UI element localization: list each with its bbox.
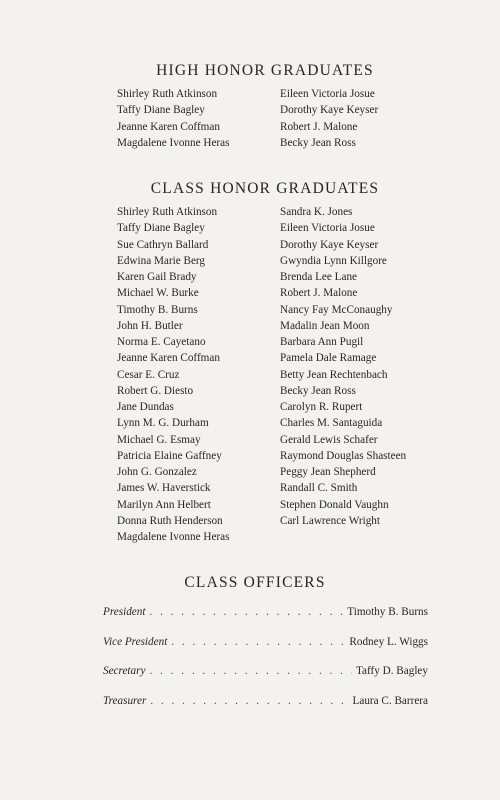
graduate-name: Robert J. Malone: [280, 287, 358, 300]
graduate-name: Dorothy Kaye Keyser: [280, 238, 379, 251]
graduate-name: Peggy Jean Shepherd: [280, 466, 376, 478]
graduate-name: Becky Jean Ross: [280, 384, 356, 397]
graduate-name: Magdalene Ivonne Heras: [117, 136, 230, 149]
graduate-name: Jane Dundas: [117, 401, 174, 413]
graduate-name: Patricia Elaine Gaffney: [117, 449, 222, 462]
officer-title: Vice President: [103, 635, 168, 648]
graduate-name: Eileen Victoria Josue: [280, 222, 375, 235]
high-honor-right-column: [280, 86, 378, 151]
graduate-name: Jeanne Karen Coffman: [117, 120, 220, 133]
graduate-name: Brenda Lee Lane: [280, 271, 358, 283]
officer-name: Laura C. Barrera: [352, 694, 428, 707]
high-honor-left-column: [117, 86, 229, 151]
graduate-name: Dorothy Kaye Keyser: [280, 104, 379, 117]
officer-row-treasurer: [103, 693, 428, 723]
graduate-name: Edwina Marie Berg: [117, 254, 206, 267]
officer-row-vice-president: [103, 634, 428, 664]
graduate-name: Robert J. Malone: [280, 120, 358, 133]
graduate-name: Shirley Ruth Atkinson: [117, 88, 218, 100]
graduate-name: Lynn M. G. Durham: [117, 417, 209, 430]
graduate-name: Becky Jean Ross: [280, 136, 356, 149]
officer-title: Treasurer: [103, 694, 147, 707]
graduate-name: Jeanne Karen Coffman: [117, 352, 220, 365]
graduate-name: Sue Cathryn Ballard: [117, 238, 209, 251]
graduate-name: Magdalene Ivonne Heras: [117, 531, 230, 543]
graduate-name: Charles M. Santaguida: [280, 417, 383, 430]
officer-name: Rodney L. Wiggs: [349, 635, 428, 648]
officer-title: President: [103, 606, 146, 618]
graduate-name: Sandra K. Jones: [280, 206, 353, 218]
graduate-name: Michael W. Burke: [117, 287, 199, 300]
graduate-name: Carolyn R. Rupert: [280, 401, 363, 413]
graduate-name: Madalin Jean Moon: [280, 319, 370, 332]
graduate-name: Taffy Diane Bagley: [117, 104, 205, 117]
graduate-name: John G. Gonzalez: [117, 466, 197, 478]
dot-leader: [149, 604, 343, 620]
graduate-name: Betty Jean Rechtenbach: [280, 368, 388, 381]
graduate-name: Taffy Diane Bagley: [117, 222, 205, 235]
officer-row-secretary: [103, 663, 428, 693]
graduate-name: Barbara Ann Pugil: [280, 336, 364, 348]
graduate-name: Timothy B. Burns: [117, 303, 198, 316]
dot-leader: [171, 634, 345, 650]
dot-leader: [149, 663, 352, 679]
officer-title: Secretary: [103, 665, 146, 677]
class-officers-heading: CLASS OFFICERS: [184, 574, 326, 591]
class-honor-left-column: [117, 204, 229, 545]
graduate-name: Karen Gail Brady: [117, 271, 197, 283]
graduate-name: Carl Lawrence Wright: [280, 514, 380, 527]
graduate-name: Randall C. Smith: [280, 482, 358, 495]
graduate-name: Nancy Fay McConaughy: [280, 303, 393, 316]
graduate-name: Raymond Douglas Shasteen: [280, 449, 407, 462]
class-officers-list: [103, 604, 428, 722]
graduate-name: Stephen Donald Vaughn: [280, 498, 389, 511]
graduate-name: Marilyn Ann Helbert: [117, 498, 211, 511]
officer-name: Timothy B. Burns: [347, 606, 428, 618]
graduate-name: Robert G. Diesto: [117, 384, 194, 397]
officer-row-president: [103, 604, 428, 634]
high-honor-heading: HIGH HONOR GRADUATES: [156, 62, 374, 79]
class-honor-right-column: [280, 204, 406, 529]
graduate-name: Pamela Dale Ramage: [280, 352, 377, 365]
graduate-name: Norma E. Cayetano: [117, 336, 206, 348]
graduate-name: Michael G. Esmay: [117, 433, 201, 446]
graduate-name: Shirley Ruth Atkinson: [117, 206, 218, 218]
graduate-name: James W. Haverstick: [117, 482, 211, 495]
graduate-name: Gerald Lewis Schafer: [280, 433, 378, 446]
graduate-name: Donna Ruth Henderson: [117, 514, 223, 527]
dot-leader: [150, 693, 348, 709]
officer-name: Taffy D. Bagley: [355, 665, 428, 677]
class-honor-heading: CLASS HONOR GRADUATES: [150, 180, 380, 197]
graduate-name: John H. Butler: [117, 319, 183, 332]
graduate-name: Gwyndia Lynn Killgore: [280, 254, 387, 267]
graduate-name: Cesar E. Cruz: [117, 368, 180, 381]
graduate-name: Eileen Victoria Josue: [280, 88, 375, 100]
